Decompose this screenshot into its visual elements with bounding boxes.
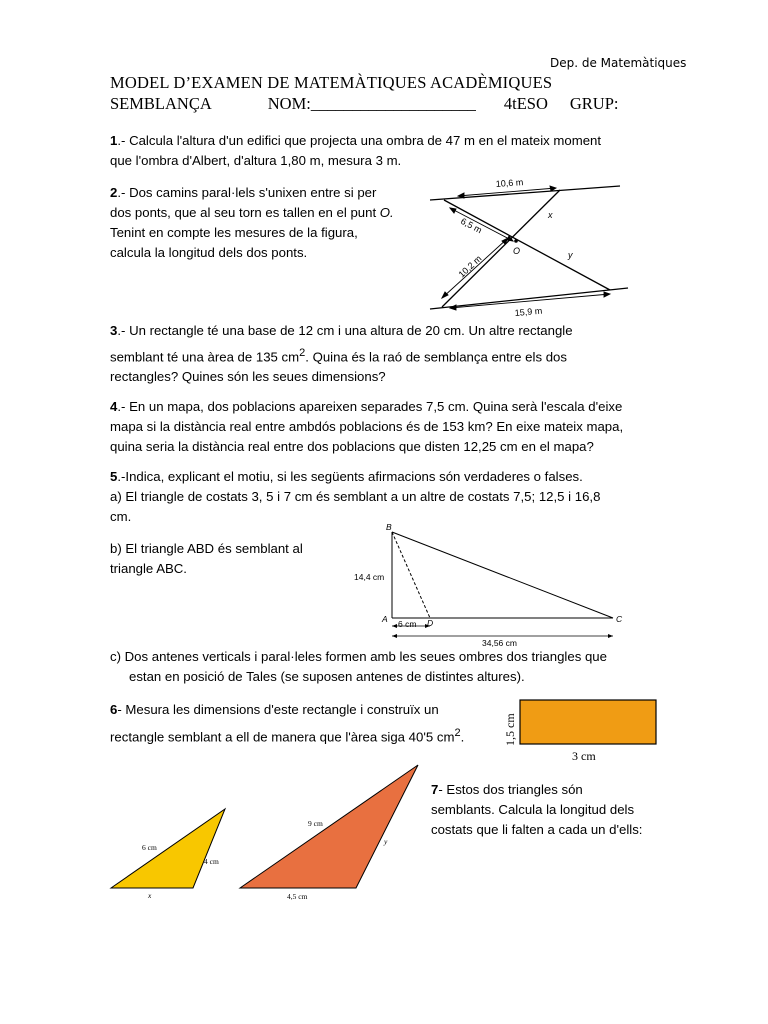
- question-4-line: quina seria la distància real entre dos poblacions que disten 12,25 cm en el mapa?: [110, 439, 594, 454]
- label-small-right: 4 cm: [204, 857, 219, 866]
- vertex-b: B: [386, 522, 392, 532]
- question-4: [110, 397, 623, 457]
- label-left-top: 6,5 m: [459, 215, 484, 236]
- question-4-number: 4: [110, 399, 118, 414]
- superscript: 2: [299, 347, 306, 359]
- question-6-number: 6: [110, 702, 118, 717]
- question-3-line: . Quina és la raó de semblança entre els dos: [305, 349, 567, 365]
- statement-a: a) El triangle de costats 3, 5 i 7 cm és semblant a un altre de costats 7,5; 12,5 i 16,8: [110, 489, 601, 504]
- bridge-line-2: [442, 190, 560, 307]
- question-2-line: calcula la longitud dels dos ponts.: [110, 245, 308, 260]
- question-4-line: mapa si la distància real entre ambdós poblacions és de 153 km? En eixe mateix mapa,: [110, 419, 624, 434]
- label-small-side: 6 cm: [142, 843, 157, 852]
- question-1-line: que l'ombra d'Albert, d'altura 1,80 m, mesura 3 m.: [110, 153, 402, 168]
- vertex-a: A: [382, 614, 388, 624]
- question-5-line: .-Indica, explicant el motiu, si les següents afirmacions són verdaderes o falses.: [117, 469, 583, 484]
- question-3-number: 3: [110, 323, 118, 338]
- big-triangle: [240, 765, 418, 888]
- question-3-line: rectangles? Quines són les seues dimensions?: [110, 369, 386, 385]
- question-5-number: 5: [110, 469, 118, 484]
- statement-b-line: triangle ABC.: [110, 561, 187, 576]
- side-bc: [392, 532, 613, 618]
- label-ac: 34,56 cm: [482, 638, 517, 648]
- bridges-figure: [420, 168, 640, 320]
- group-label: GRUP:: [569, 94, 619, 113]
- label-height: 14,4 cm: [354, 572, 385, 582]
- question-7-line: costats que li falten a cada un d'ells:: [431, 822, 643, 837]
- label-height: 1,5 cm: [503, 713, 517, 746]
- superscript: 2: [454, 727, 461, 739]
- label-bottom: 15,9 m: [514, 305, 543, 318]
- question-6-line: .: [460, 729, 465, 745]
- label-y: y: [568, 250, 573, 260]
- label-big-side: 9 cm: [308, 819, 323, 828]
- orange-rectangle: [520, 700, 656, 744]
- question-7: [431, 780, 642, 840]
- name-field-label: NOM:____________________: [267, 94, 476, 113]
- question-2-line: dos ponts, que al seu torn es tallen en el punt: [110, 205, 380, 220]
- question-1-number: 1: [110, 133, 118, 148]
- question-3: [110, 321, 573, 387]
- label-left-bottom: 10,2 m: [456, 253, 484, 280]
- question-7-line: semblants. Calcula la longitud dels: [431, 802, 635, 817]
- statement-c: [110, 647, 607, 687]
- question-1-line: .- Calcula l'altura d'un edifici que projecta una ombra de 47 m en el mateix moment: [117, 133, 602, 148]
- statement-b-line: b) El triangle ABD és semblant al: [110, 541, 303, 556]
- question-3-line: .- Un rectangle té una base de 12 cm i una altura de 20 cm. Un altre rectangle: [117, 323, 573, 338]
- question-2-number: 2: [110, 185, 118, 200]
- label-x: x: [548, 210, 553, 220]
- question-7-line: - Estos dos triangles són: [438, 782, 583, 797]
- vertex-c: C: [616, 614, 623, 624]
- label-small-base: x: [148, 891, 152, 900]
- point-o-label: O.: [379, 205, 394, 220]
- question-2-line: Tenint en compte les mesures de la figura,: [110, 225, 358, 240]
- question-3-line: semblant té una àrea de 135 cm: [110, 349, 300, 365]
- vertex-d: D: [427, 618, 434, 628]
- label-o: O: [513, 246, 521, 256]
- statement-c-line: c) Dos antenes verticals i paral·leles formen amb les seues ombres dos triangles que: [110, 649, 607, 664]
- question-4-line: .- En un mapa, dos poblacions apareixen separades 7,5 cm. Quina serà l'escala d'eixe: [117, 399, 623, 414]
- department-label: Dep. de Matemàtiques: [550, 56, 687, 70]
- label-big-base: 4,5 cm: [287, 892, 308, 901]
- upper-road-line: [430, 186, 620, 200]
- question-7-number: 7: [431, 782, 439, 797]
- page-title: MODEL D’EXAMEN DE MATEMÀTIQUES ACADÈMIQUES: [110, 73, 553, 92]
- course-label: 4tESO: [503, 94, 548, 113]
- topic-label: SEMBLANÇA: [110, 94, 212, 113]
- triangle-abc-figure: [350, 518, 630, 652]
- rectangle-figure: [500, 696, 660, 768]
- question-6-line: rectangle semblant a ell de manera que l'àrea siga 40'5 cm: [110, 729, 455, 745]
- small-triangle: [111, 809, 225, 888]
- statement-b: [110, 539, 303, 579]
- label-big-right: y: [384, 837, 388, 846]
- question-6-line: - Mesura les dimensions d'este rectangle i construïx un: [117, 702, 439, 717]
- question-2-line: .- Dos camins paral·lels s'unixen entre si per: [117, 185, 377, 200]
- bridge-line-1: [444, 200, 610, 290]
- statement-c-line: estan en posició de Tales (se suposen antenes de distintes altures).: [129, 669, 525, 684]
- label-width: 3 cm: [572, 749, 596, 763]
- statement-a: cm.: [110, 509, 132, 524]
- header-line-2: [110, 94, 618, 114]
- question-1: [110, 131, 601, 171]
- similar-triangles-figure: [100, 760, 430, 910]
- question-6: [110, 700, 464, 747]
- question-2: [110, 183, 394, 263]
- label-ad: 6 cm: [398, 619, 417, 629]
- label-top: 10,6 m: [495, 177, 524, 189]
